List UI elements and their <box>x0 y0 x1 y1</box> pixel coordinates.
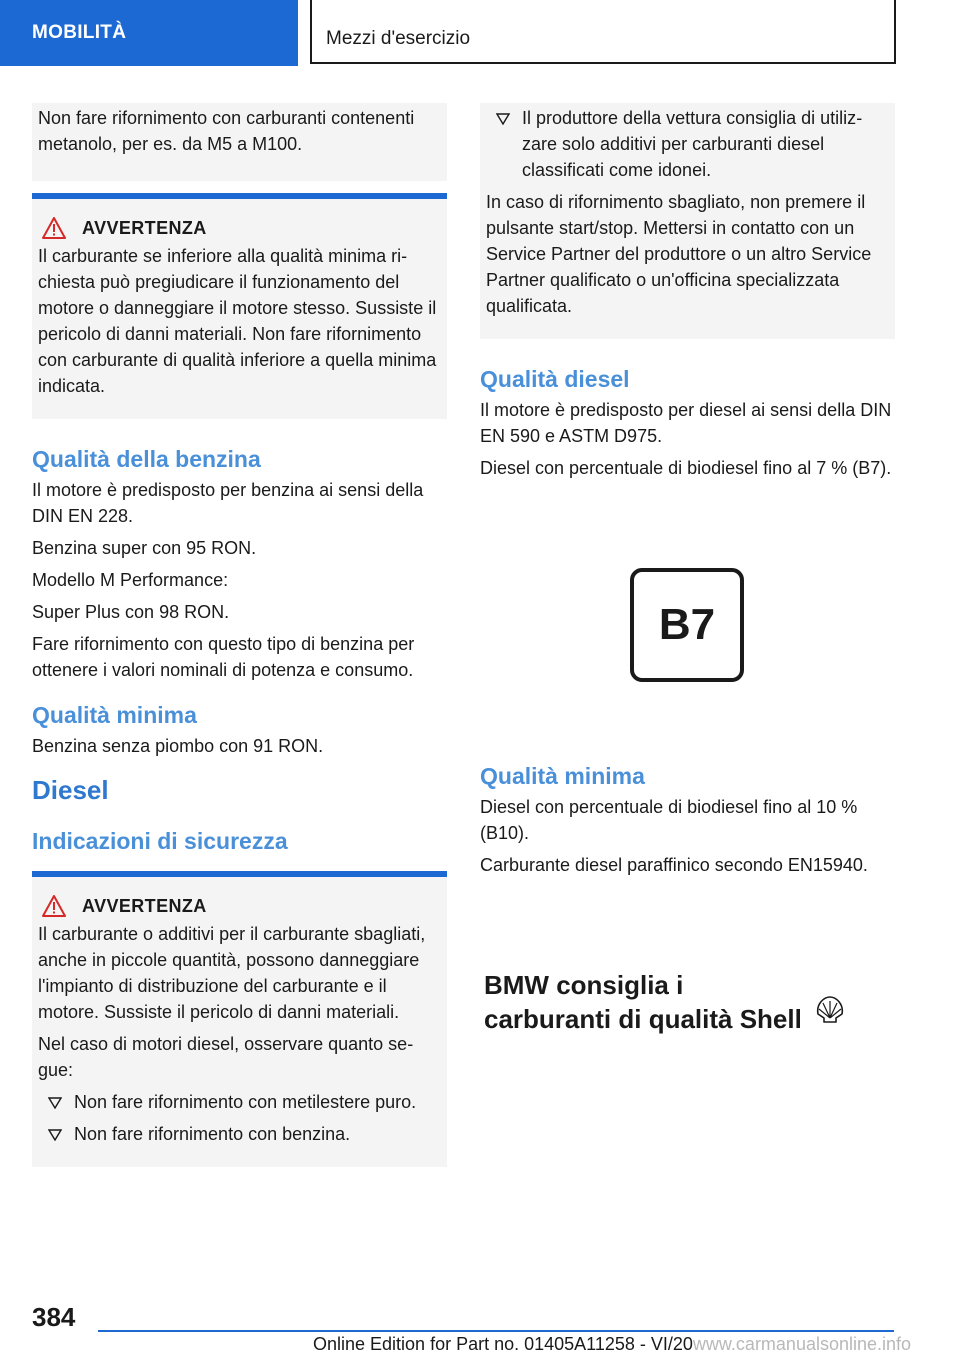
list-item-text: Non fare rifornimento con metilestere puro. <box>74 1092 417 1112</box>
triangle-bullet-icon <box>48 1129 62 1141</box>
petrol-minimum-heading: Qualità minima <box>32 702 197 728</box>
additives-list <box>486 105 889 183</box>
warning-icon <box>42 895 66 917</box>
petrol-paragraph: Il motore è predisposto per benzina ai sensi della DIN EN 228. <box>32 480 424 526</box>
page-number: 384 <box>32 1302 76 1332</box>
warning-icon <box>42 217 66 239</box>
right-column <box>480 103 895 487</box>
shell-recommendation <box>484 968 802 1036</box>
b7-fuel-label-icon: B7 <box>630 568 744 682</box>
right-column-lower <box>480 762 895 884</box>
misfuel-text: In caso di rifornimento sbagliato, non premere il pulsante start/stop. Mettersi in contatto con un Service Partner del produttore o un altro Service Partner qualificato o un'officina specializzata qualificata. <box>486 192 872 316</box>
methanol-note <box>32 103 447 181</box>
methanol-note-text: Non fare rifornimento con carburanti contenenti metanolo, per es. da M5 a M100. <box>38 108 415 154</box>
warning-text: Il carburante o additivi per il carburante sbagliati, anche in piccole quantità, possono danneggiare l'impianto di distribuzione del carburante e il motore. Sussiste il pericolo di danni materiali. <box>38 924 426 1022</box>
list-item-text: Il produttore della vettura consiglia di utilizzare solo additivi per carburanti diesel classificati come idonei. <box>522 108 863 180</box>
left-column <box>32 103 447 1167</box>
petrol-paragraph: Modello M Performance: <box>32 570 229 590</box>
warning-text: Nel caso di motori diesel, osservare quanto segue: <box>38 1034 414 1080</box>
warning-box-fuel <box>32 871 447 1167</box>
diesel-heading: Diesel <box>32 775 109 805</box>
warning-title <box>38 893 441 919</box>
warning-title-text: AVVERTENZA <box>82 218 207 238</box>
diesel-minimum-heading: Qualità minima <box>480 763 645 789</box>
list-item <box>38 1089 441 1115</box>
warning-list <box>38 1089 441 1147</box>
chapter-title-text: Mezzi d'esercizio <box>326 28 471 49</box>
list-item <box>38 1121 441 1147</box>
petrol-minimum-text: Benzina senza piombo con 91 RON. <box>32 736 324 756</box>
shell-line: carburanti di qualità Shell <box>484 1004 802 1034</box>
petrol-paragraph: Benzina super con 95 RON. <box>32 538 257 558</box>
petrol-quality-heading: Qualità della benzina <box>32 446 261 472</box>
diesel-quality-heading: Qualità diesel <box>480 366 630 392</box>
chapter-title <box>310 0 896 64</box>
triangle-bullet-icon <box>496 113 510 125</box>
list-item <box>486 105 889 183</box>
diesel-quality-text: Diesel con percentuale di biodiesel fino al 7 % (B7). <box>480 458 892 478</box>
edition-text: Online Edition for Part no. 01405A11258 - VI/20 <box>313 1334 693 1354</box>
warning-title <box>38 215 441 241</box>
safety-heading: Indicazioni di sicurezza <box>32 828 288 854</box>
petrol-paragraph: Fare rifornimento con questo tipo di benzina per ottenere i valori nominali di potenza e consumo. <box>32 634 415 680</box>
shell-line: BMW consiglia i <box>484 970 684 1000</box>
warning-text: Il carburante se inferiore alla qualità minima richiesta può pregiudicare il funzionamento del motore o danneggiare il motore stesso. Sussiste il pericolo di danni materiali. Non fare rifornimento con carburante di qualità inferiore a quella minima indicata. <box>38 246 437 396</box>
watermark: www.carmanualsonline.info <box>692 1334 912 1354</box>
diesel-minimum-text: Carburante diesel paraffinico secondo EN15940. <box>480 855 868 875</box>
diesel-minimum-text: Diesel con percentuale di biodiesel fino al 10 % (B10). <box>480 797 858 843</box>
section-tab: MOBILITÀ <box>0 0 298 66</box>
warning-box-quality <box>32 193 447 419</box>
footer-edition <box>313 1334 911 1355</box>
shell-logo-icon <box>815 996 845 1024</box>
petrol-paragraph: Super Plus con 98 RON. <box>32 602 230 622</box>
additives-box <box>480 103 895 339</box>
triangle-bullet-icon <box>48 1097 62 1109</box>
diesel-quality-text: Il motore è predisposto per diesel ai sensi della DIN EN 590 e ASTM D975. <box>480 400 892 446</box>
list-item-text: Non fare rifornimento con benzina. <box>74 1124 351 1144</box>
footer-divider <box>98 1330 894 1332</box>
warning-title-text: AVVERTENZA <box>82 896 207 916</box>
